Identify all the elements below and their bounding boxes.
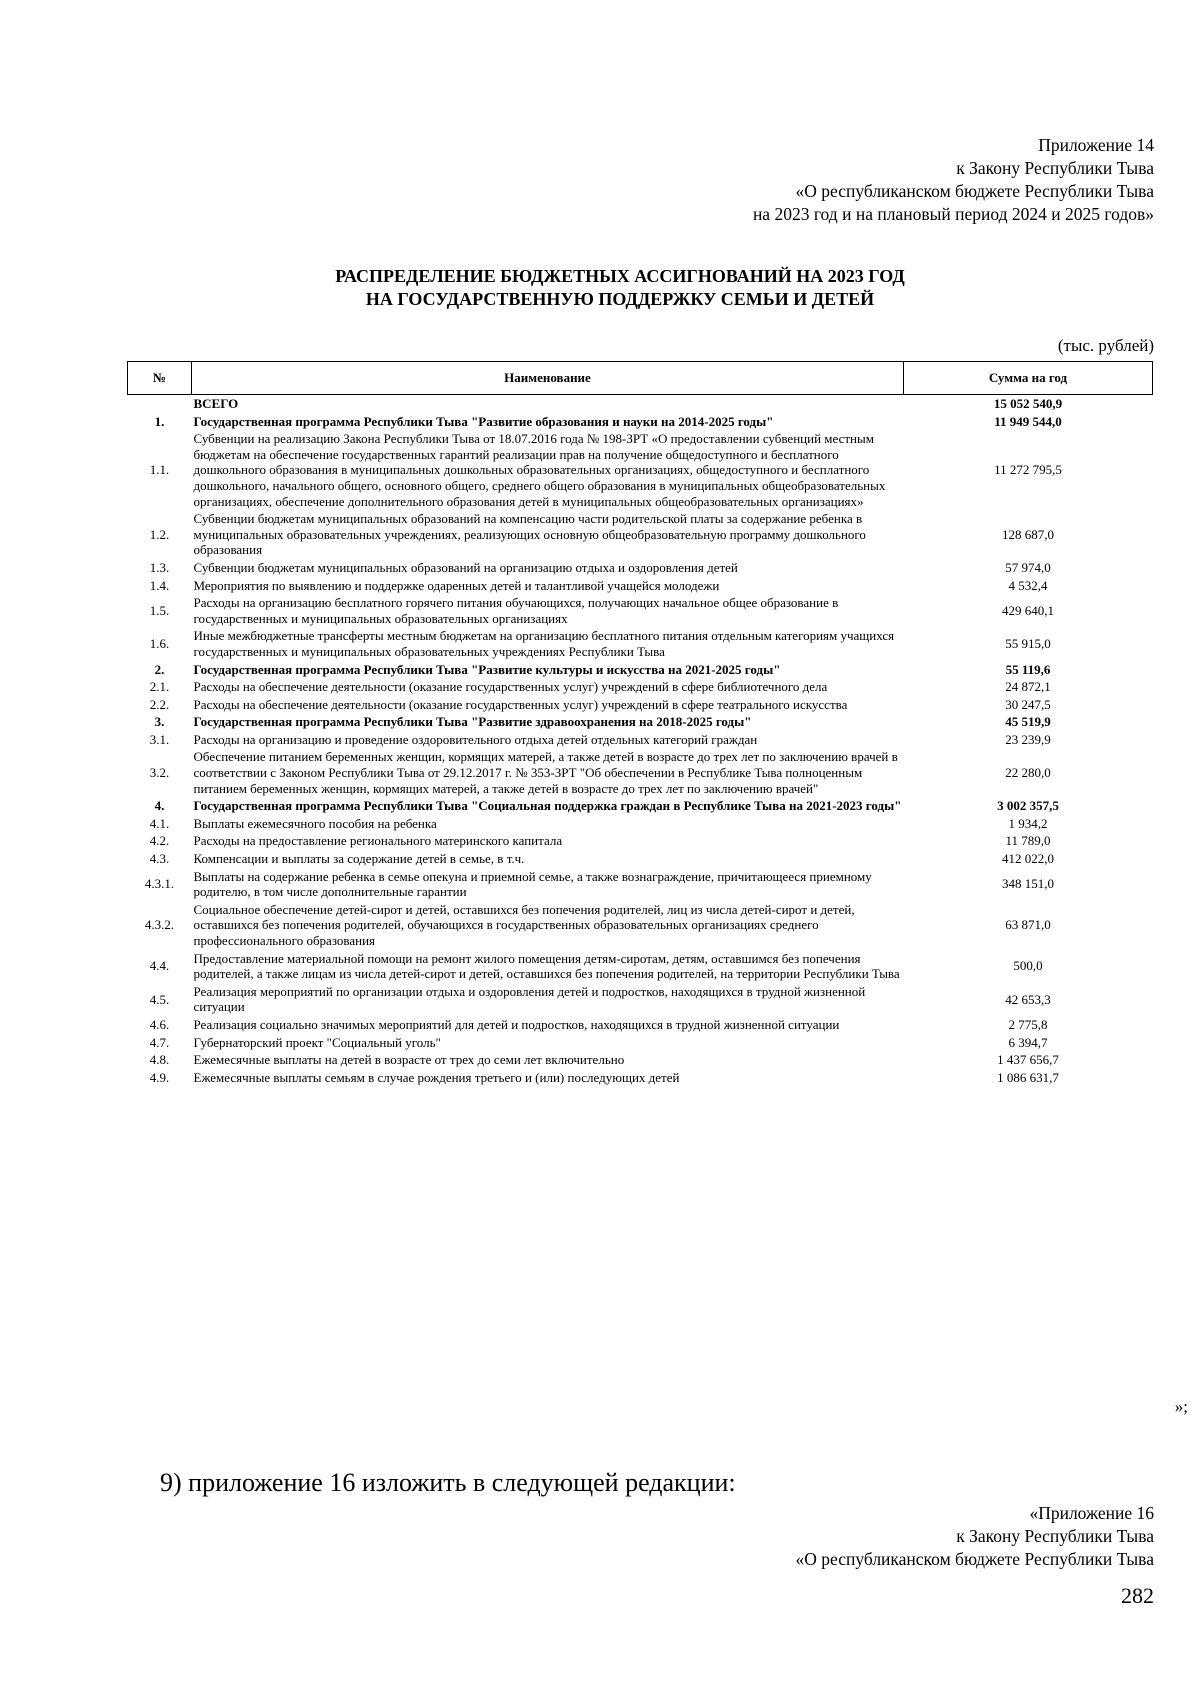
table-body <box>128 395 1153 1087</box>
row-name: Социальное обеспечение детей-сирот и детей, оставшихся без попечения родителей, лиц из числа детей-сирот и детей, оставшихся без попечения родителей, обучающихся в государственных образовательных организациях среднего профессионального образования <box>193 901 855 948</box>
row-amount: 1 934,2 <box>1008 815 1048 831</box>
table-row <box>128 430 1153 510</box>
row-amount: 24 872,1 <box>1005 679 1051 695</box>
row-amount: 1 437 656,7 <box>997 1052 1059 1068</box>
table-row <box>128 797 1153 815</box>
header-amount: Сумма на год <box>904 362 1153 395</box>
table-row <box>128 627 1153 660</box>
row-number: 1.2. <box>149 526 170 542</box>
table-row <box>128 510 1153 559</box>
header-name: Наименование <box>192 362 904 395</box>
table-row <box>128 661 1153 679</box>
row-amount: 128 687,0 <box>1002 526 1054 542</box>
annex-line: «Приложение 16 <box>1029 1503 1154 1523</box>
table-row <box>128 678 1153 696</box>
row-name: Ежемесячные выплаты на детей в возрасте от трех до семи лет включительно <box>193 1052 625 1068</box>
row-number: 3. <box>154 714 165 730</box>
row-name: Реализация мероприятий по организации отдыха и оздоровления детей и подростков, находящихся в трудной жизненной ситуации <box>193 983 866 1015</box>
row-number: 1.5. <box>149 602 170 618</box>
row-name: Расходы на обеспечение деятельности (оказание государственных услуг) учреждений в сфере библиотечного дела <box>193 679 828 695</box>
annex-line: «О республиканском бюджете Республики Тыва <box>795 181 1154 201</box>
annex-line: Приложение 14 <box>1038 135 1154 155</box>
row-amount: 63 871,0 <box>1005 917 1051 933</box>
row-amount: 6 394,7 <box>1008 1034 1048 1050</box>
row-number: 1.4. <box>149 577 170 593</box>
table-row <box>128 1016 1153 1034</box>
row-amount: 11 789,0 <box>1005 833 1051 849</box>
row-number: 4.4. <box>149 958 170 974</box>
row-amount: 429 640,1 <box>1002 602 1054 618</box>
annex-line: «О республиканском бюджете Республики Тыва <box>795 1549 1154 1569</box>
page-number: 282 <box>1121 1583 1154 1608</box>
amendment-text: 9) приложение 16 изложить в следующей редакции: <box>160 1468 736 1497</box>
row-number: 4.9. <box>149 1069 170 1085</box>
row-number: 3.2. <box>149 765 170 781</box>
row-amount: 412 022,0 <box>1002 851 1054 867</box>
row-name: Государственная программа Республики Тыва "Социальная поддержка граждан в Республике Тыва на 2021-2023 годы" <box>193 798 902 814</box>
row-amount: 3 002 357,5 <box>997 798 1059 814</box>
table-row <box>128 731 1153 749</box>
row-name: ВСЕГО <box>193 396 239 411</box>
table-row <box>128 1051 1153 1069</box>
table-row <box>128 815 1153 833</box>
table-row <box>128 748 1153 797</box>
title-line: НА ГОСУДАРСТВЕННУЮ ПОДДЕРЖКУ СЕМЬИ И ДЕТЕЙ <box>365 289 875 309</box>
row-name: Мероприятия по выявлению и поддержке одаренных детей и талантливой учащейся молодежи <box>193 577 720 593</box>
row-name: Расходы на организацию и проведение оздоровительного отдыха детей отдельных категорий граждан <box>193 731 758 747</box>
row-name: Обеспечение питанием беременных женщин, кормящих матерей, а также детей в возрасте до трех лет по заключению врачей в соответствии с Законом Республики Тыва от 29.12.2017 г. № 353-ЗРТ "Об обеспечении в Республике Тыва полноценным питанием беременных женщин, кормящих матерей, а также детей в возрасте до трех лет по заключению врачей" <box>193 749 898 796</box>
row-name: Иные межбюджетные трансферты местным бюджетам на организацию бесплатного питания отдельным категориям учащихся государственных и муниципальных образовательных учреждениях Республики Тыва <box>193 628 895 659</box>
row-amount: 55 915,0 <box>1005 636 1051 652</box>
header-num: № <box>128 362 192 395</box>
row-name: Предоставление материальной помощи на ремонт жилого помещения детям-сиротам, детям, оставшимся без попечения родителей, а также лицам из числа детей-сирот и детей, оставшихся без попечения родителей, на территории Республики Тыва <box>193 950 900 982</box>
table-row <box>128 713 1153 731</box>
row-number: 4.3.2. <box>144 917 175 933</box>
row-number: 1.6. <box>149 636 170 652</box>
table-row <box>128 983 1153 1016</box>
table-row <box>128 1034 1153 1052</box>
row-name: Реализация социально значимых мероприятий для детей и подростков, находящихся в трудной жизненной ситуации <box>193 1016 840 1032</box>
row-amount: 348 151,0 <box>1002 876 1054 892</box>
row-number: 3.1. <box>149 731 170 747</box>
row-name: Ежемесячные выплаты семьям в случае рождения третьего и (или) последующих детей <box>193 1069 680 1085</box>
row-amount: 42 653,3 <box>1005 991 1051 1007</box>
row-number: 4.2. <box>149 833 170 849</box>
next-annex-header <box>795 1502 1154 1571</box>
row-number: 2.1. <box>149 679 170 695</box>
row-name: Расходы на обеспечение деятельности (оказание государственных услуг) учреждений в сфере театрального искусства <box>193 696 848 712</box>
row-number: 4.3. <box>149 851 170 867</box>
row-amount: 55 119,6 <box>1005 661 1051 677</box>
row-amount: 23 239,9 <box>1005 731 1051 747</box>
row-number: 4.8. <box>149 1052 170 1068</box>
annex-line: к Закону Республики Тыва <box>956 158 1154 178</box>
row-amount: 15 052 540,9 <box>993 396 1063 411</box>
row-number: 4.5. <box>149 991 170 1007</box>
row-number: 2.2. <box>149 696 170 712</box>
row-name: Субвенции бюджетам муниципальных образований на компенсацию части родительской платы за содержание ребенка в муниципальных образовательных учреждениях, реализующих основную общеобразовательную программу дошкольного образования <box>193 511 866 558</box>
row-number: 4.3.1. <box>144 876 175 892</box>
row-amount: 11 949 544,0 <box>994 413 1062 429</box>
table-row <box>128 577 1153 595</box>
annex-header <box>753 134 1154 226</box>
table-row <box>128 594 1153 627</box>
row-amount: 1 086 631,7 <box>997 1069 1059 1085</box>
row-amount: 11 272 795,5 <box>994 462 1062 478</box>
row-number: 2. <box>154 661 165 677</box>
row-amount: 22 280,0 <box>1005 765 1051 781</box>
row-amount: 45 519,9 <box>1005 714 1051 730</box>
row-number: 4.1. <box>149 815 170 831</box>
annex-line: на 2023 год и на плановый период 2024 и 2025 годов» <box>752 204 1154 224</box>
annex-line: к Закону Республики Тыва <box>956 1526 1154 1546</box>
document-title <box>0 265 1200 311</box>
row-amount: 2 775,8 <box>1008 1016 1048 1032</box>
row-name: Государственная программа Республики Тыва "Развитие культуры и искусства на 2021-2025 годы" <box>193 661 781 677</box>
row-name: Субвенции на реализацию Закона Республики Тыва от 18.07.2016 года № 198-ЗРТ «О предоставлении субвенций местным бюджетам на обеспечение государственных гарантий реализации прав на получение общедоступного и бесплатного дошкольного образования в муниципальных дошкольных образовательных организациях, общедоступного и бесплатного дошкольного, начального общего, основного общего, среднего общего образования в муниципальных общеобразовательных организациях, обеспечение дополнительного образования детей в муниципальных общеобразовательных организациях» <box>193 431 886 509</box>
row-number: 1. <box>154 413 165 429</box>
title-line: РАСПРЕДЕЛЕНИЕ БЮДЖЕТНЫХ АССИГНОВАНИЙ НА 2023 ГОД <box>335 266 905 286</box>
row-amount: 500,0 <box>1013 958 1043 974</box>
table-header-row <box>128 362 1153 395</box>
row-name: Выплаты ежемесячного пособия на ребенка <box>193 815 437 831</box>
row-name: Компенсации и выплаты за содержание детей в семье, в т.ч. <box>193 851 525 867</box>
units-label: (тыс. рублей) <box>1057 336 1154 355</box>
table-row <box>128 413 1153 431</box>
table-row <box>128 395 1153 413</box>
row-number: 4. <box>154 798 165 814</box>
budget-table <box>127 361 1153 1086</box>
row-name: Расходы на организацию бесплатного горячего питания обучающихся, получающих начальное общее образование в государственных и муниципальных образовательных организациях <box>193 595 839 626</box>
row-amount: 30 247,5 <box>1005 696 1051 712</box>
closing-mark: »; <box>1174 1397 1188 1416</box>
row-name: Губернаторский проект "Социальный уголь" <box>193 1034 441 1050</box>
row-name: Субвенции бюджетам муниципальных образований на организацию отдыха и оздоровления детей <box>193 559 738 575</box>
row-name: Выплаты на содержание ребенка в семье опекуна и приемной семье, а также вознаграждение, причитающееся приемному родителю, в том числе дополнительные гарантии <box>193 868 872 900</box>
table-row <box>128 832 1153 850</box>
table-row <box>128 850 1153 868</box>
row-number: 4.6. <box>149 1016 170 1032</box>
table-row <box>128 696 1153 714</box>
row-number: 1.1. <box>149 462 170 478</box>
row-amount: 57 974,0 <box>1005 559 1051 575</box>
row-number: 4.7. <box>149 1034 170 1050</box>
row-number <box>128 395 192 413</box>
row-name: Государственная программа Республики Тыва "Развитие образования и науки на 2014-2025 годы" <box>193 413 774 429</box>
table-row <box>128 950 1153 983</box>
row-name: Расходы на предоставление регионального материнского капитала <box>193 833 563 849</box>
row-number: 1.3. <box>149 559 170 575</box>
table-row <box>128 559 1153 577</box>
row-amount: 4 532,4 <box>1008 577 1048 593</box>
table-row <box>128 1069 1153 1087</box>
table-row <box>128 868 1153 901</box>
table-row <box>128 901 1153 950</box>
row-name: Государственная программа Республики Тыва "Развитие здравоохранения на 2018-2025 годы" <box>193 714 752 730</box>
